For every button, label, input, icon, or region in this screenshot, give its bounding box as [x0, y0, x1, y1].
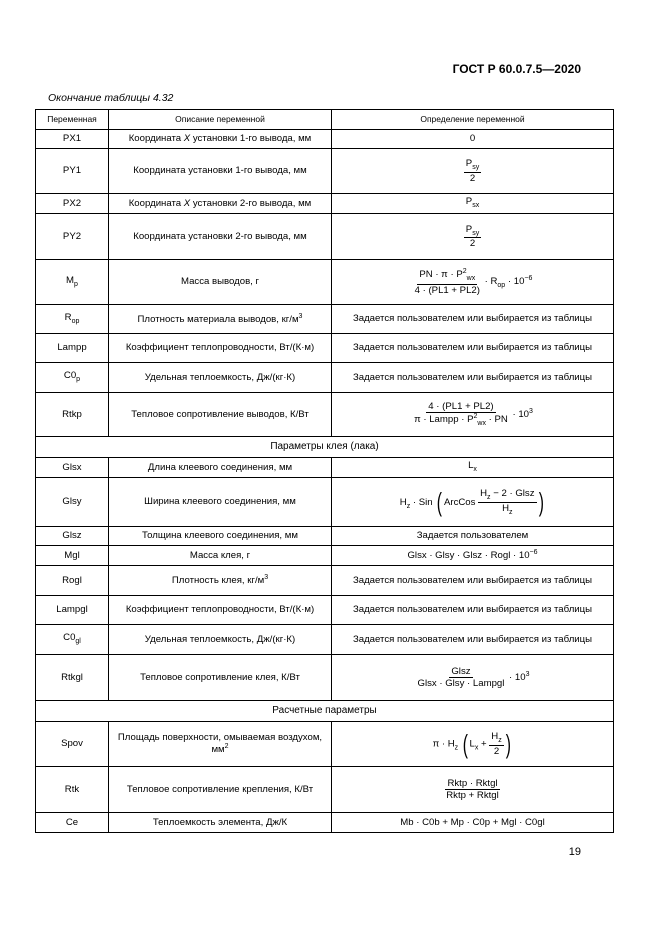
table-row — [36, 393, 614, 437]
table-row — [36, 149, 614, 194]
def-cell: $L_x$ — [332, 458, 614, 478]
var-cell: Rogl — [36, 566, 109, 596]
section-title: Расчетные параметры — [36, 701, 614, 722]
section-row — [36, 437, 614, 458]
var-cell: Glsx — [36, 458, 109, 478]
var-cell: Glsz — [36, 527, 109, 546]
table-row — [36, 767, 614, 813]
formula-cell — [332, 214, 614, 260]
def-cell: Задается пользователем или выбирается из таблицы — [332, 566, 614, 596]
desc-cell: Удельная теплоемкость, Дж/(кг·К) — [109, 625, 332, 655]
def-cell: $P_{sx}$ — [332, 194, 614, 214]
desc-cell: Удельная теплоемкость, Дж/(кг·К) — [109, 363, 332, 393]
def-cell: Задается пользователем или выбирается из таблицы — [332, 625, 614, 655]
var-cell: PX1 — [36, 130, 109, 149]
table-row — [36, 625, 614, 655]
formula-cell: $H_z$ · Sin ( ArcCos $\frac{H_z - 2 \cdot Glsz}{H_z}$ ) — [332, 478, 614, 527]
var-cell: $C0_{gl}$ — [36, 625, 109, 655]
var-cell: Rtkp — [36, 393, 109, 437]
desc-cell: Длина клеевого соединения, мм — [109, 458, 332, 478]
var-cell: $R_{op}$ — [36, 305, 109, 334]
column-header-description: Описание переменной — [109, 110, 332, 130]
fraction: $\frac{P_{sy}}{2}$ — [465, 158, 480, 184]
desc-cell: Толщина клеевого соединения, мм — [109, 527, 332, 546]
desc-cell: Коэффициент теплопроводности, Вт/(К·м) — [109, 596, 332, 625]
page-number: 19 — [568, 846, 581, 858]
table-row — [36, 655, 614, 701]
table-caption: Окончание таблицы 4.32 — [48, 92, 174, 104]
formula-cell — [332, 149, 614, 194]
table-row — [36, 334, 614, 363]
table-row — [36, 813, 614, 833]
table-row — [36, 130, 614, 149]
fraction: $\frac{\text{Rktp · Rktgl}}{\text{Rktp + Rktgl}}$ — [446, 777, 499, 801]
def-cell: 0 — [332, 130, 614, 149]
table-row — [36, 305, 614, 334]
def-cell: Задается пользователем или выбирается из таблицы — [332, 363, 614, 393]
table-row — [36, 214, 614, 260]
var-cell: $C0_p$ — [36, 363, 109, 393]
section-title: Параметры клея (лака) — [36, 437, 614, 458]
var-cell: $M_p$ — [36, 260, 109, 305]
desc-cell: Координата установки 1-го вывода, мм — [109, 149, 332, 194]
var-cell: Mgl — [36, 546, 109, 566]
fraction: $\frac{PN \cdot \pi \cdot P^2_{wx}}{4 \cdot (PL1 + PL2)}$ — [414, 268, 480, 296]
var-cell: Glsy — [36, 478, 109, 527]
def-cell: Mb · C0b + Mp · C0p + Mgl · C0gl — [332, 813, 614, 833]
column-header-definition: Определение переменной — [332, 110, 614, 130]
def-cell: Glsx · Glsy · Glsz · Rogl · $10^{-6}$ — [332, 546, 614, 566]
var-cell: Lampgl — [36, 596, 109, 625]
table-row — [36, 596, 614, 625]
fraction: $\frac{H_z}{2}$ — [491, 731, 502, 757]
section-row — [36, 701, 614, 722]
desc-cell: Масса выводов, г — [109, 260, 332, 305]
desc-cell: Координата X установки 2-го вывода, мм — [109, 194, 332, 214]
desc-cell: Ширина клеевого соединения, мм — [109, 478, 332, 527]
desc-cell: Площадь поверхности, омываемая воздухом, $мм^2$ — [109, 722, 332, 767]
def-cell: Задается пользователем или выбирается из таблицы — [332, 334, 614, 363]
formula-cell: $\pi \cdot H_z$ ( $L_x$ + $\frac{H_z}{2}$ ) — [332, 722, 614, 767]
column-header-variable: Переменная — [36, 110, 109, 130]
var-cell: PY2 — [36, 214, 109, 260]
var-cell: PY1 — [36, 149, 109, 194]
table-row — [36, 194, 614, 214]
fraction: $\frac{\text{Glsz}}{\text{Glsx · Glsy · Lampgl}}$ — [417, 665, 505, 689]
formula-cell: $\frac{PN \cdot \pi \cdot P^2_{wx}}{4 \cdot (PL1 + PL2)}$ · $R_{op} \cdot 10^{-6}$ — [332, 260, 614, 305]
table-row — [36, 363, 614, 393]
def-cell: Задается пользователем — [332, 527, 614, 546]
table-row — [36, 546, 614, 566]
formula-cell: $\frac{\text{Glsz}}{\text{Glsx · Glsy · Lampgl}}$ · $10^3$ — [332, 655, 614, 701]
desc-cell: Плотность клея, $кг/м^3$ — [109, 566, 332, 596]
table-header-row — [36, 110, 614, 130]
desc-cell: Плотность материала выводов, $кг/м^3$ — [109, 305, 332, 334]
table-row — [36, 260, 614, 305]
formula-cell — [332, 767, 614, 813]
var-cell: PX2 — [36, 194, 109, 214]
var-cell: Spov — [36, 722, 109, 767]
desc-cell: Тепловое сопротивление клея, К/Вт — [109, 655, 332, 701]
variables-table — [35, 109, 614, 833]
table-row — [36, 527, 614, 546]
desc-cell: Координата установки 2-го вывода, мм — [109, 214, 332, 260]
fraction: $\frac{P_{sy}}{2}$ — [465, 223, 480, 250]
table-row — [36, 458, 614, 478]
table-row — [36, 566, 614, 596]
desc-cell: Коэффициент теплопроводности, Вт/(К·м) — [109, 334, 332, 363]
var-cell: Rtkgl — [36, 655, 109, 701]
desc-cell: Масса клея, г — [109, 546, 332, 566]
desc-cell: Тепловое сопротивление выводов, К/Вт — [109, 393, 332, 437]
def-cell: Задается пользователем или выбирается из таблицы — [332, 596, 614, 625]
formula-cell: $\frac{4 \cdot (PL1 + PL2)}{\pi \cdot Lampp \cdot P^2_{wx} \cdot PN}$ · $10^3$ — [332, 393, 614, 437]
fraction: $\frac{H_z - 2 \cdot Glsz}{H_z}$ — [480, 487, 535, 516]
table-row — [36, 722, 614, 767]
def-cell: Задается пользователем или выбирается из таблицы — [332, 305, 614, 334]
var-cell: Ce — [36, 813, 109, 833]
fraction: $\frac{4 \cdot (PL1 + PL2)}{\pi \cdot Lampp \cdot P^2_{wx} \cdot PN}$ — [414, 400, 508, 428]
var-cell: Rtk — [36, 767, 109, 813]
table-row — [36, 478, 614, 527]
var-cell: Lampp — [36, 334, 109, 363]
desc-cell: Тепловое сопротивление крепления, К/Вт — [109, 767, 332, 813]
desc-cell: Теплоемкость элемента, Дж/К — [109, 813, 332, 833]
desc-cell: Координата X установки 1-го вывода, мм — [109, 130, 332, 149]
document-code: ГОСТ Р 60.0.7.5—2020 — [452, 62, 581, 76]
